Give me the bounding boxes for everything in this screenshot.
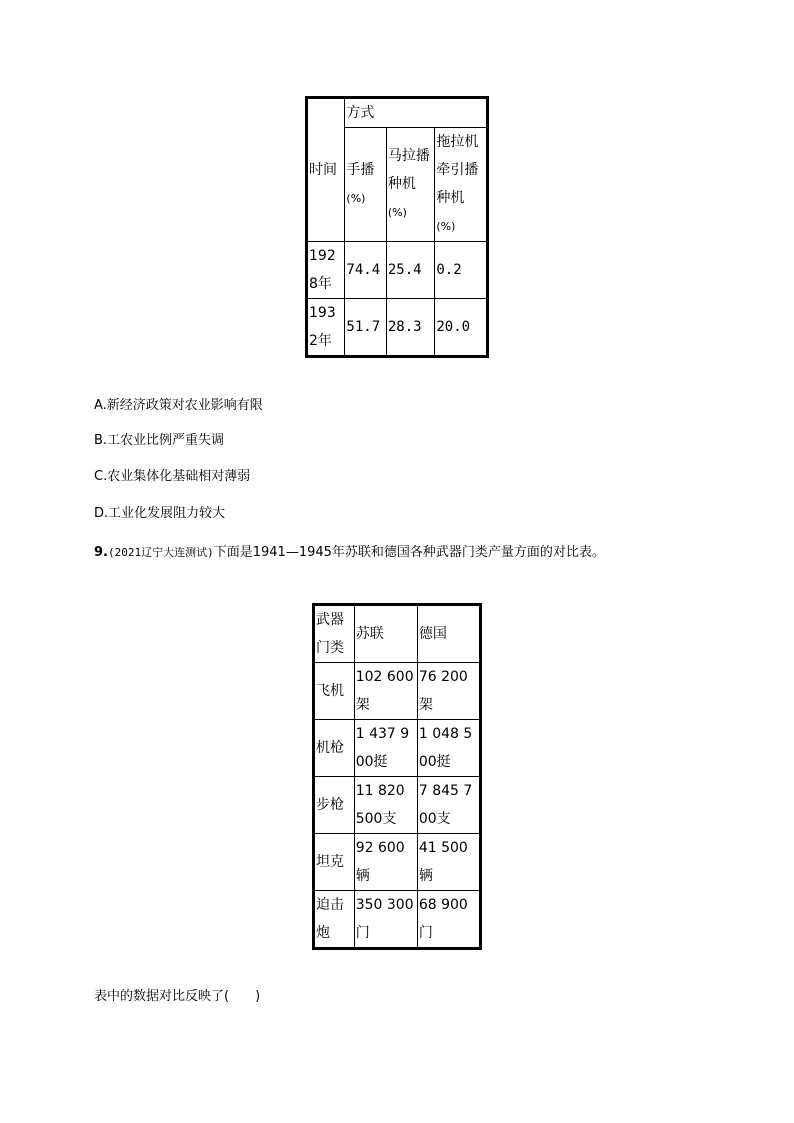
cell-tractor: 0.2 <box>435 242 488 299</box>
table-row <box>314 891 481 949</box>
question-number: 9. <box>94 545 108 560</box>
cell-germany: 41 500辆 <box>417 834 480 891</box>
cell-horse: 28.3 <box>386 299 435 357</box>
row-category: 坦克 <box>314 834 355 891</box>
cell-hand: 74.4 <box>345 242 386 299</box>
question-text: 下面是1941—1945年苏联和德国各种武器门类产量方面的对比表。 <box>213 545 605 560</box>
table-row <box>307 299 488 357</box>
table-row <box>314 720 481 777</box>
cell-ussr: 350 300门 <box>354 891 417 949</box>
cell-horse: 25.4 <box>386 242 435 299</box>
row-category: 步枪 <box>314 777 355 834</box>
row-year: 1928年 <box>307 242 345 299</box>
cell-germany: 68 900门 <box>417 891 480 949</box>
header-germany: 德国 <box>417 605 480 663</box>
option-a: A.新经济政策对农业影响有限 <box>94 398 263 413</box>
header-category: 武器门类 <box>314 605 355 663</box>
sowing-method-table <box>305 96 489 358</box>
table-row <box>314 834 481 891</box>
table-row <box>314 663 481 720</box>
weapons-production-table <box>312 603 482 950</box>
row-category: 飞机 <box>314 663 355 720</box>
header-hand-sowing <box>345 128 386 242</box>
row-year: 1932年 <box>307 299 345 357</box>
question-prompt: 表中的数据对比反映了( ) <box>94 989 261 1004</box>
cell-germany: 1 048 500挺 <box>417 720 480 777</box>
option-b: B.工农业比例严重失调 <box>94 433 225 448</box>
header-hand-unit: (%) <box>346 192 366 205</box>
question-source: (2021辽宁大连测试) <box>107 546 214 559</box>
cell-germany: 76 200架 <box>417 663 480 720</box>
header-horse-sowing <box>386 128 435 242</box>
header-mode: 方式 <box>345 98 488 128</box>
table-row <box>314 777 481 834</box>
header-time: 时间 <box>307 98 345 242</box>
header-horse-label: 马拉播种机 <box>387 148 430 192</box>
header-tractor-label: 拖拉机牵引播种机 <box>436 134 479 206</box>
cell-ussr: 92 600辆 <box>354 834 417 891</box>
cell-ussr: 11 820 500支 <box>354 777 417 834</box>
header-hand-label: 手播 <box>346 162 375 178</box>
cell-ussr: 102 600架 <box>354 663 417 720</box>
cell-tractor: 20.0 <box>435 299 488 357</box>
option-c: C.农业集体化基础相对薄弱 <box>94 469 251 484</box>
question-9 <box>94 544 605 562</box>
header-tractor-unit: (%) <box>436 220 456 233</box>
header-tractor-sowing <box>435 128 488 242</box>
row-category: 迫击炮 <box>314 891 355 949</box>
cell-germany: 7 845 700支 <box>417 777 480 834</box>
cell-hand: 51.7 <box>345 299 386 357</box>
header-horse-unit: (%) <box>387 206 407 219</box>
table-row <box>307 242 488 299</box>
row-category: 机枪 <box>314 720 355 777</box>
cell-ussr: 1 437 900挺 <box>354 720 417 777</box>
header-ussr: 苏联 <box>354 605 417 663</box>
option-d: D.工业化发展阻力较大 <box>94 506 226 521</box>
